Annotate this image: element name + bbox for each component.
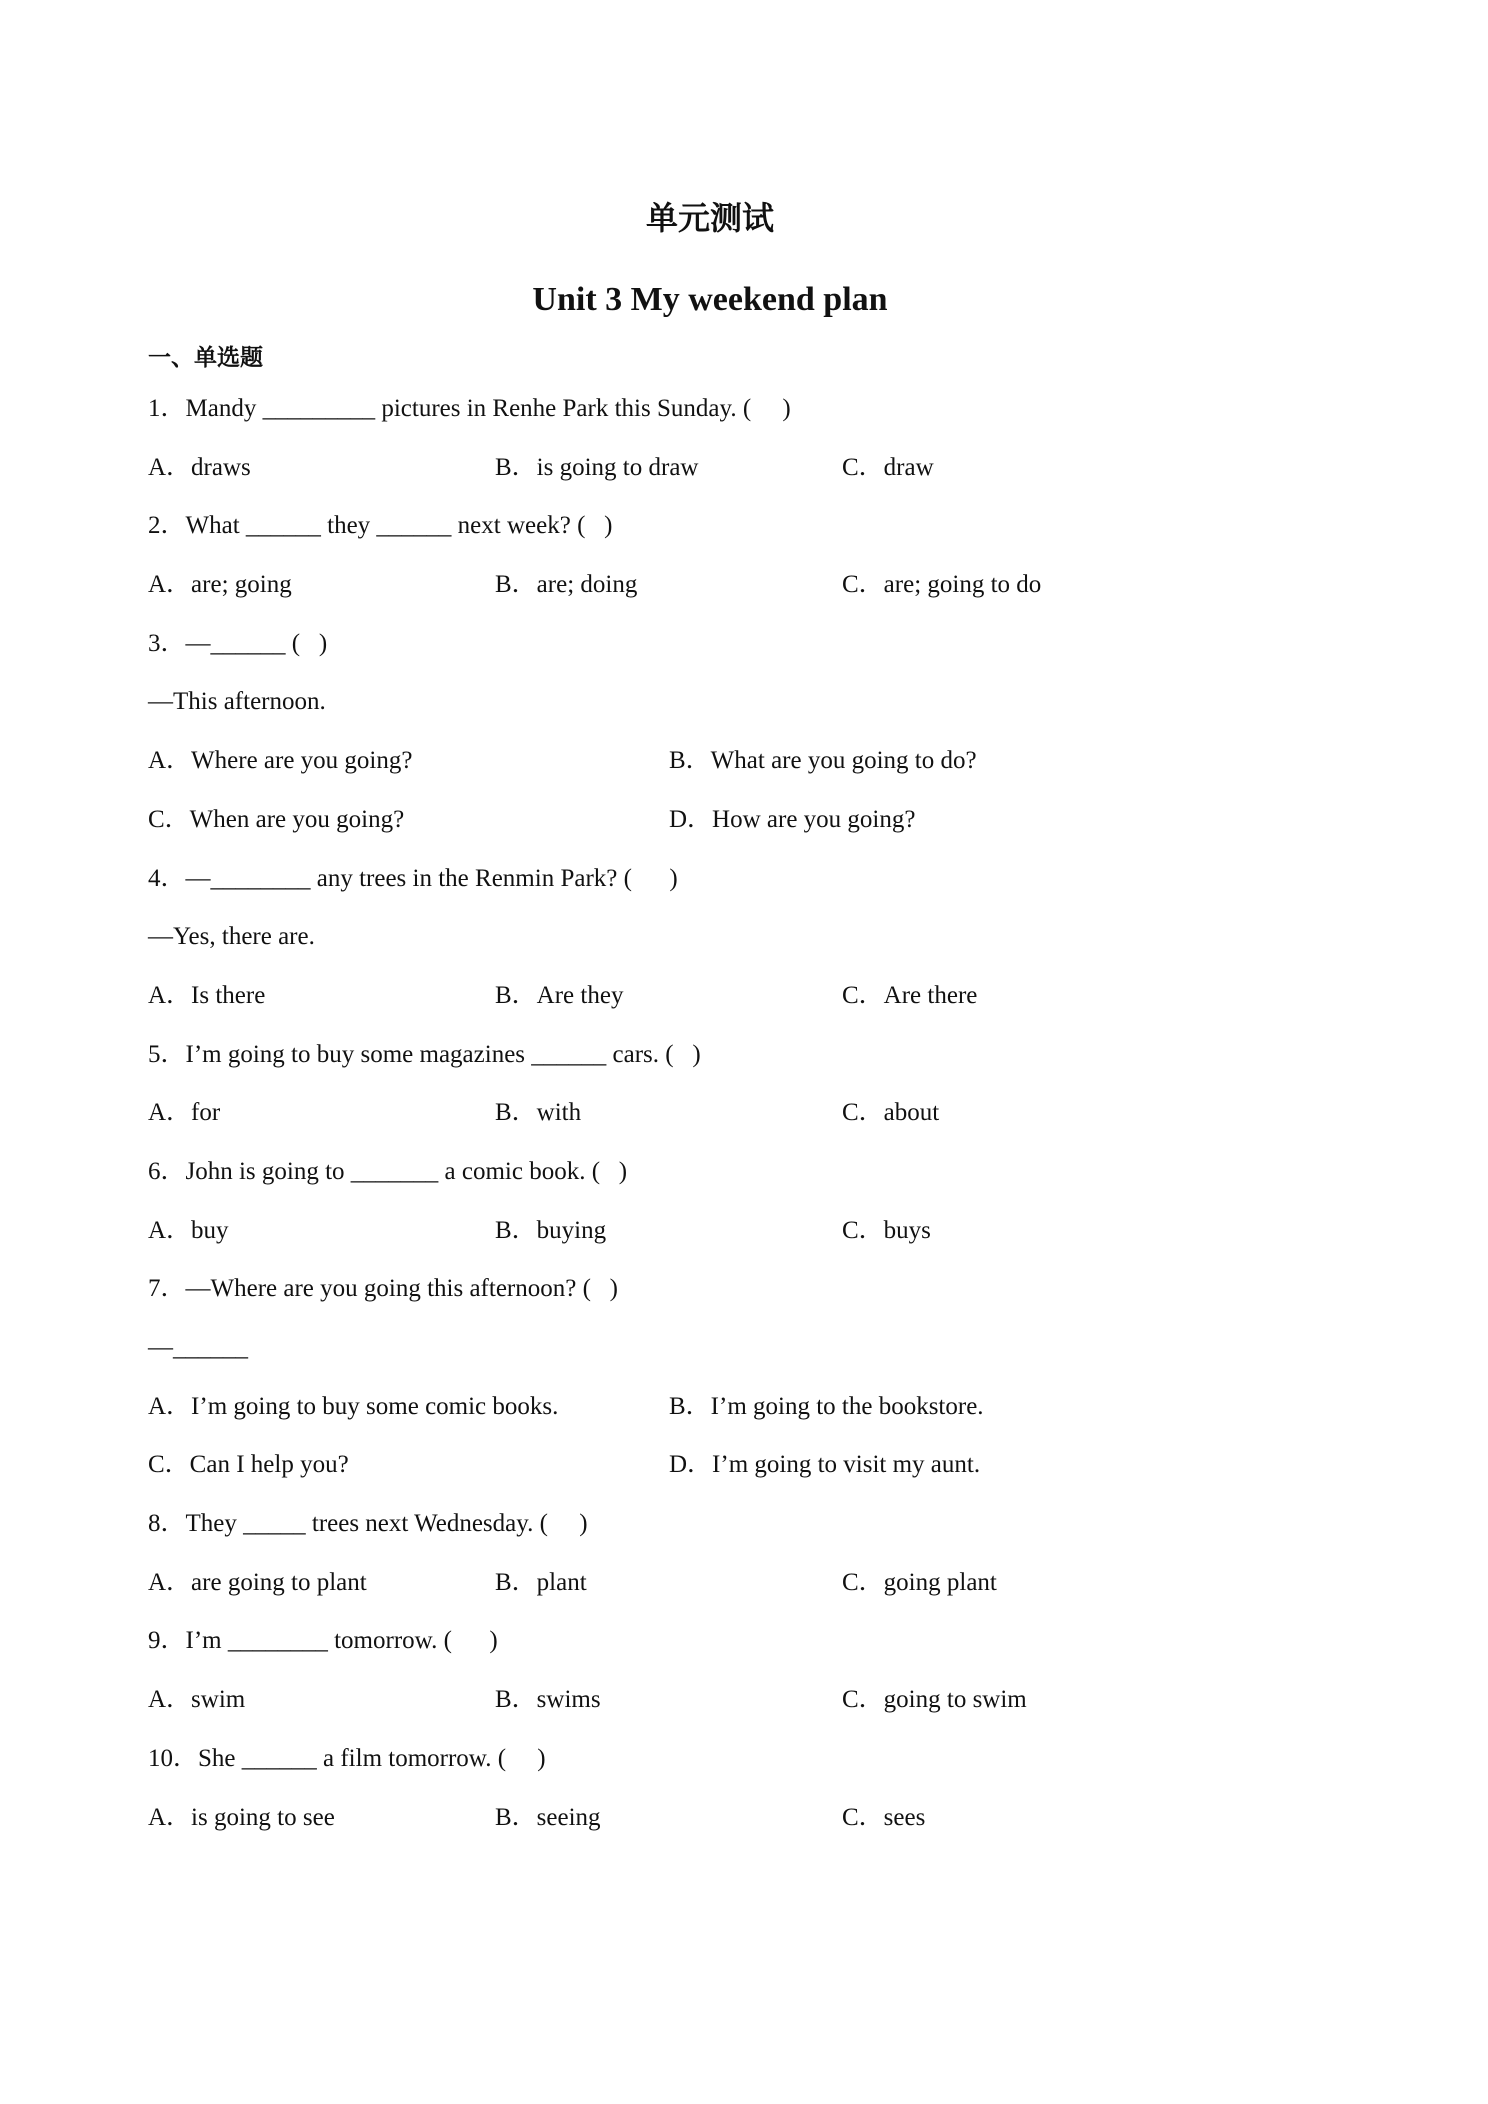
q4-option-a: A．Is there xyxy=(148,981,266,1009)
question-3-options-row-2 xyxy=(148,791,1348,850)
q7-option-b: B．I’m going to the bookstore. xyxy=(669,1392,984,1420)
q7-option-c: C．Can I help you? xyxy=(148,1451,349,1479)
q4-option-c: C．Are there xyxy=(842,981,978,1009)
question-7-options-row-2 xyxy=(148,1436,1348,1495)
q3-option-c: C．When are you going? xyxy=(148,805,405,833)
question-10-options xyxy=(148,1789,1348,1848)
q8-option-c: C．going plant xyxy=(842,1568,997,1596)
q7-option-a: A．I’m going to buy some comic books. xyxy=(148,1392,559,1420)
q3-option-b: B．What are you going to do? xyxy=(669,747,977,775)
q4-option-b: B．Are they xyxy=(495,981,624,1009)
q6-option-a: A．buy xyxy=(148,1216,229,1244)
q9-option-b: B．swims xyxy=(495,1686,601,1714)
q3-option-a: A．Where are you going? xyxy=(148,747,413,775)
question-list xyxy=(148,380,1348,1847)
q9-option-a: A．swim xyxy=(148,1686,246,1714)
q10-option-c: C．sees xyxy=(842,1803,926,1831)
question-10-stem: 10．She ______ a film tomorrow. ( ) xyxy=(148,1744,546,1772)
q8-option-b: B．plant xyxy=(495,1568,587,1596)
question-2-options xyxy=(148,556,1348,615)
q1-option-c: C．draw xyxy=(842,453,934,481)
q1-option-a: A．draws xyxy=(148,453,251,481)
q10-option-a: A．is going to see xyxy=(148,1803,335,1831)
page-title-english: Unit 3 My weekend plan xyxy=(532,281,888,318)
q5-option-a: A．for xyxy=(148,1099,221,1127)
question-4-dialog: —Yes, there are. xyxy=(148,923,315,951)
question-8-options xyxy=(148,1554,1348,1613)
q8-option-a: A．are going to plant xyxy=(148,1568,367,1596)
question-4-options xyxy=(148,967,1348,1026)
q3-option-d: D．How are you going? xyxy=(669,805,916,833)
question-4-stem: 4．—________ any trees in the Renmin Park? ( ) xyxy=(148,864,678,892)
q9-option-c: C．going to swim xyxy=(842,1686,1027,1714)
q6-option-c: C．buys xyxy=(842,1216,931,1244)
question-1-options xyxy=(148,439,1348,498)
q2-option-b: B．are; doing xyxy=(495,571,638,599)
question-5-stem: 5．I’m going to buy some magazines ______ cars. ( ) xyxy=(148,1040,701,1068)
question-1-stem: 1．Mandy _________ pictures in Renhe Park this Sunday. ( ) xyxy=(148,395,791,422)
q1-option-b: B．is going to draw xyxy=(495,453,699,481)
page-title-chinese: 单元测试 xyxy=(645,199,774,237)
q5-option-b: B．with xyxy=(495,1099,582,1127)
question-5-options xyxy=(148,1084,1348,1143)
question-7-dialog: —______ xyxy=(148,1334,248,1361)
q2-option-a: A．are; going xyxy=(148,571,292,599)
question-8-stem: 8．They _____ trees next Wednesday. ( ) xyxy=(148,1510,588,1538)
q10-option-b: B．seeing xyxy=(495,1803,601,1831)
question-3-stem: 3．—______ ( ) xyxy=(148,629,328,657)
q5-option-c: C．about xyxy=(842,1099,940,1127)
q2-option-c: C．are; going to do xyxy=(842,571,1042,599)
question-3-dialog: —This afternoon. xyxy=(148,688,326,716)
question-6-stem: 6．John is going to _______ a comic book. ( ) xyxy=(148,1157,628,1185)
question-9-options xyxy=(148,1671,1348,1730)
question-9-stem: 9．I’m ________ tomorrow. ( ) xyxy=(148,1627,498,1655)
question-3-options-row-1 xyxy=(148,732,1348,791)
q6-option-b: B．buying xyxy=(495,1216,607,1244)
q7-option-d: D．I’m going to visit my aunt. xyxy=(669,1451,981,1479)
section-heading: 一、单选题 xyxy=(148,345,263,371)
question-7-stem: 7．—Where are you going this afternoon? ( ) xyxy=(148,1275,618,1303)
question-6-options xyxy=(148,1202,1348,1261)
question-7-options-row-1 xyxy=(148,1378,1348,1437)
question-2-stem: 2．What ______ they ______ next week? ( ) xyxy=(148,512,613,540)
